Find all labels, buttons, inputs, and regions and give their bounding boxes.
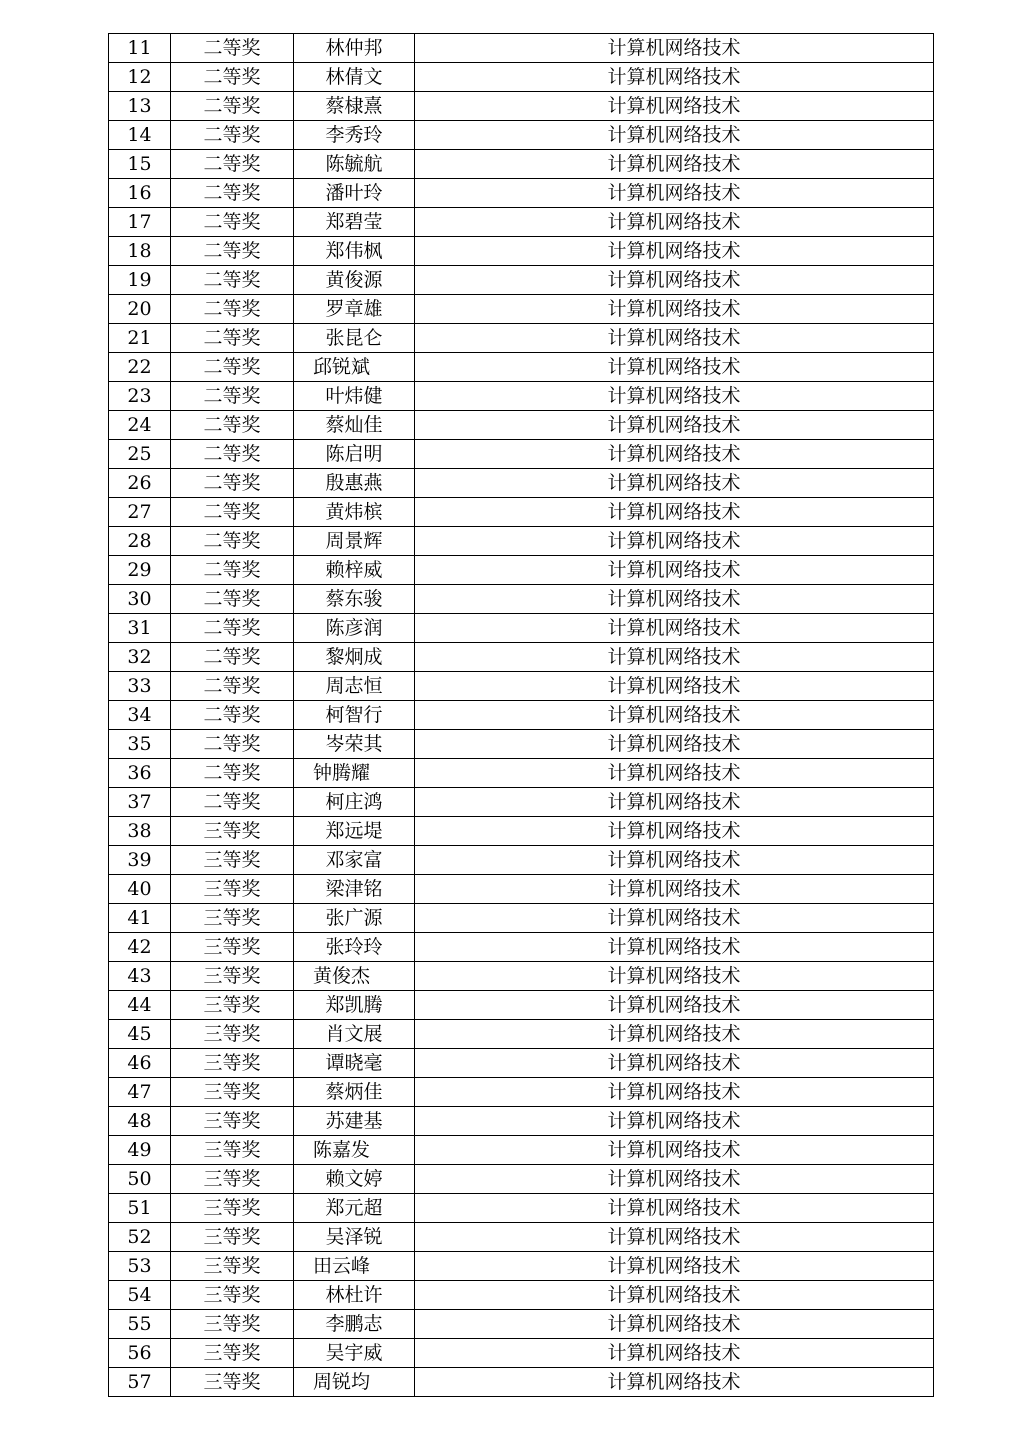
major-cell: 计算机网络技术 bbox=[415, 846, 934, 875]
row-number-cell: 29 bbox=[109, 556, 171, 585]
major-cell: 计算机网络技术 bbox=[415, 1252, 934, 1281]
major-cell: 计算机网络技术 bbox=[415, 991, 934, 1020]
student-name-cell: 张玲玲 bbox=[294, 933, 415, 962]
table-row bbox=[109, 1252, 934, 1281]
table-row bbox=[109, 1165, 934, 1194]
award-level-cell: 三等奖 bbox=[171, 1223, 294, 1252]
award-level-cell: 三等奖 bbox=[171, 1107, 294, 1136]
major-cell: 计算机网络技术 bbox=[415, 1049, 934, 1078]
table-row bbox=[109, 904, 934, 933]
row-number-cell: 24 bbox=[109, 411, 171, 440]
major-cell: 计算机网络技术 bbox=[415, 730, 934, 759]
student-name-cell: 林倩文 bbox=[294, 63, 415, 92]
major-cell: 计算机网络技术 bbox=[415, 585, 934, 614]
major-cell: 计算机网络技术 bbox=[415, 237, 934, 266]
student-name-cell: 周锐均 bbox=[294, 1368, 415, 1397]
award-level-cell: 二等奖 bbox=[171, 469, 294, 498]
row-number-cell: 18 bbox=[109, 237, 171, 266]
award-level-cell: 二等奖 bbox=[171, 498, 294, 527]
major-cell: 计算机网络技术 bbox=[415, 179, 934, 208]
major-cell: 计算机网络技术 bbox=[415, 1107, 934, 1136]
student-name-cell: 郑伟枫 bbox=[294, 237, 415, 266]
major-cell: 计算机网络技术 bbox=[415, 875, 934, 904]
row-number-cell: 41 bbox=[109, 904, 171, 933]
major-cell: 计算机网络技术 bbox=[415, 643, 934, 672]
award-level-cell: 二等奖 bbox=[171, 324, 294, 353]
table-row bbox=[109, 295, 934, 324]
award-level-cell: 三等奖 bbox=[171, 1020, 294, 1049]
table-row bbox=[109, 788, 934, 817]
major-cell: 计算机网络技术 bbox=[415, 759, 934, 788]
row-number-cell: 25 bbox=[109, 440, 171, 469]
award-level-cell: 三等奖 bbox=[171, 991, 294, 1020]
award-level-cell: 三等奖 bbox=[171, 1310, 294, 1339]
student-name-cell: 陈嘉发 bbox=[294, 1136, 415, 1165]
row-number-cell: 51 bbox=[109, 1194, 171, 1223]
major-cell: 计算机网络技术 bbox=[415, 150, 934, 179]
award-level-cell: 三等奖 bbox=[171, 1339, 294, 1368]
table-row bbox=[109, 962, 934, 991]
major-cell: 计算机网络技术 bbox=[415, 672, 934, 701]
award-level-cell: 三等奖 bbox=[171, 962, 294, 991]
award-level-cell: 三等奖 bbox=[171, 1281, 294, 1310]
student-name-cell: 陈彦润 bbox=[294, 614, 415, 643]
student-name-cell: 周景辉 bbox=[294, 527, 415, 556]
major-cell: 计算机网络技术 bbox=[415, 411, 934, 440]
award-level-cell: 二等奖 bbox=[171, 92, 294, 121]
student-name-cell: 谭晓毫 bbox=[294, 1049, 415, 1078]
award-level-cell: 三等奖 bbox=[171, 875, 294, 904]
major-cell: 计算机网络技术 bbox=[415, 266, 934, 295]
row-number-cell: 12 bbox=[109, 63, 171, 92]
award-level-cell: 三等奖 bbox=[171, 846, 294, 875]
award-level-cell: 二等奖 bbox=[171, 353, 294, 382]
major-cell: 计算机网络技术 bbox=[415, 1078, 934, 1107]
major-cell: 计算机网络技术 bbox=[415, 1194, 934, 1223]
award-level-cell: 三等奖 bbox=[171, 1136, 294, 1165]
table-row bbox=[109, 498, 934, 527]
row-number-cell: 22 bbox=[109, 353, 171, 382]
student-name-cell: 张广源 bbox=[294, 904, 415, 933]
award-level-cell: 二等奖 bbox=[171, 382, 294, 411]
award-level-cell: 二等奖 bbox=[171, 63, 294, 92]
major-cell: 计算机网络技术 bbox=[415, 1368, 934, 1397]
table-row bbox=[109, 1078, 934, 1107]
row-number-cell: 46 bbox=[109, 1049, 171, 1078]
student-name-cell: 郑碧莹 bbox=[294, 208, 415, 237]
major-cell: 计算机网络技术 bbox=[415, 904, 934, 933]
table-row bbox=[109, 1281, 934, 1310]
row-number-cell: 49 bbox=[109, 1136, 171, 1165]
award-level-cell: 三等奖 bbox=[171, 1078, 294, 1107]
student-name-cell: 李鹏志 bbox=[294, 1310, 415, 1339]
major-cell: 计算机网络技术 bbox=[415, 469, 934, 498]
table-row bbox=[109, 1368, 934, 1397]
table-row bbox=[109, 701, 934, 730]
row-number-cell: 21 bbox=[109, 324, 171, 353]
student-name-cell: 田云峰 bbox=[294, 1252, 415, 1281]
table-row bbox=[109, 759, 934, 788]
major-cell: 计算机网络技术 bbox=[415, 817, 934, 846]
award-level-cell: 二等奖 bbox=[171, 614, 294, 643]
award-level-cell: 二等奖 bbox=[171, 585, 294, 614]
row-number-cell: 34 bbox=[109, 701, 171, 730]
table-row bbox=[109, 817, 934, 846]
table-row bbox=[109, 527, 934, 556]
student-name-cell: 肖文展 bbox=[294, 1020, 415, 1049]
major-cell: 计算机网络技术 bbox=[415, 701, 934, 730]
row-number-cell: 14 bbox=[109, 121, 171, 150]
student-name-cell: 张昆仑 bbox=[294, 324, 415, 353]
row-number-cell: 38 bbox=[109, 817, 171, 846]
award-level-cell: 二等奖 bbox=[171, 121, 294, 150]
student-name-cell: 赖文婷 bbox=[294, 1165, 415, 1194]
student-name-cell: 梁津铭 bbox=[294, 875, 415, 904]
award-level-cell: 三等奖 bbox=[171, 933, 294, 962]
major-cell: 计算机网络技术 bbox=[415, 933, 934, 962]
table-row bbox=[109, 324, 934, 353]
major-cell: 计算机网络技术 bbox=[415, 324, 934, 353]
row-number-cell: 56 bbox=[109, 1339, 171, 1368]
table-row bbox=[109, 875, 934, 904]
award-level-cell: 二等奖 bbox=[171, 759, 294, 788]
student-name-cell: 邓家富 bbox=[294, 846, 415, 875]
award-level-cell: 二等奖 bbox=[171, 643, 294, 672]
award-level-cell: 二等奖 bbox=[171, 440, 294, 469]
table-row bbox=[109, 1194, 934, 1223]
table-row bbox=[109, 237, 934, 266]
major-cell: 计算机网络技术 bbox=[415, 1281, 934, 1310]
major-cell: 计算机网络技术 bbox=[415, 1165, 934, 1194]
major-cell: 计算机网络技术 bbox=[415, 382, 934, 411]
row-number-cell: 28 bbox=[109, 527, 171, 556]
table-row bbox=[109, 556, 934, 585]
student-name-cell: 蔡东骏 bbox=[294, 585, 415, 614]
row-number-cell: 33 bbox=[109, 672, 171, 701]
table-row bbox=[109, 266, 934, 295]
student-name-cell: 蔡炳佳 bbox=[294, 1078, 415, 1107]
major-cell: 计算机网络技术 bbox=[415, 527, 934, 556]
student-name-cell: 柯庄鸿 bbox=[294, 788, 415, 817]
major-cell: 计算机网络技术 bbox=[415, 63, 934, 92]
award-level-cell: 二等奖 bbox=[171, 208, 294, 237]
table-row bbox=[109, 1107, 934, 1136]
student-name-cell: 殷惠燕 bbox=[294, 469, 415, 498]
award-level-cell: 二等奖 bbox=[171, 237, 294, 266]
table-row bbox=[109, 382, 934, 411]
student-name-cell: 罗章雄 bbox=[294, 295, 415, 324]
student-name-cell: 黄炜槟 bbox=[294, 498, 415, 527]
major-cell: 计算机网络技术 bbox=[415, 353, 934, 382]
award-level-cell: 二等奖 bbox=[171, 556, 294, 585]
row-number-cell: 53 bbox=[109, 1252, 171, 1281]
student-name-cell: 陈毓航 bbox=[294, 150, 415, 179]
row-number-cell: 11 bbox=[109, 34, 171, 63]
award-level-cell: 三等奖 bbox=[171, 1252, 294, 1281]
table-row bbox=[109, 585, 934, 614]
student-name-cell: 潘叶玲 bbox=[294, 179, 415, 208]
table-row bbox=[109, 440, 934, 469]
table-row bbox=[109, 353, 934, 382]
row-number-cell: 39 bbox=[109, 846, 171, 875]
major-cell: 计算机网络技术 bbox=[415, 1136, 934, 1165]
award-level-cell: 二等奖 bbox=[171, 672, 294, 701]
row-number-cell: 40 bbox=[109, 875, 171, 904]
table-row bbox=[109, 933, 934, 962]
row-number-cell: 23 bbox=[109, 382, 171, 411]
award-level-cell: 二等奖 bbox=[171, 527, 294, 556]
student-name-cell: 钟腾耀 bbox=[294, 759, 415, 788]
award-level-cell: 二等奖 bbox=[171, 701, 294, 730]
student-name-cell: 赖梓威 bbox=[294, 556, 415, 585]
major-cell: 计算机网络技术 bbox=[415, 34, 934, 63]
student-name-cell: 黄俊杰 bbox=[294, 962, 415, 991]
student-name-cell: 李秀玲 bbox=[294, 121, 415, 150]
student-name-cell: 林杜许 bbox=[294, 1281, 415, 1310]
row-number-cell: 20 bbox=[109, 295, 171, 324]
award-level-cell: 二等奖 bbox=[171, 411, 294, 440]
table-row bbox=[109, 846, 934, 875]
award-list-table bbox=[108, 33, 934, 1397]
row-number-cell: 55 bbox=[109, 1310, 171, 1339]
award-level-cell: 二等奖 bbox=[171, 266, 294, 295]
award-level-cell: 二等奖 bbox=[171, 788, 294, 817]
major-cell: 计算机网络技术 bbox=[415, 788, 934, 817]
row-number-cell: 44 bbox=[109, 991, 171, 1020]
student-name-cell: 邱锐斌 bbox=[294, 353, 415, 382]
table-row bbox=[109, 991, 934, 1020]
row-number-cell: 48 bbox=[109, 1107, 171, 1136]
table-row bbox=[109, 614, 934, 643]
row-number-cell: 36 bbox=[109, 759, 171, 788]
table-row bbox=[109, 34, 934, 63]
major-cell: 计算机网络技术 bbox=[415, 1339, 934, 1368]
award-level-cell: 三等奖 bbox=[171, 904, 294, 933]
major-cell: 计算机网络技术 bbox=[415, 1020, 934, 1049]
major-cell: 计算机网络技术 bbox=[415, 962, 934, 991]
row-number-cell: 42 bbox=[109, 933, 171, 962]
row-number-cell: 16 bbox=[109, 179, 171, 208]
student-name-cell: 吴泽锐 bbox=[294, 1223, 415, 1252]
row-number-cell: 45 bbox=[109, 1020, 171, 1049]
student-name-cell: 吴宇威 bbox=[294, 1339, 415, 1368]
award-level-cell: 二等奖 bbox=[171, 150, 294, 179]
award-level-cell: 三等奖 bbox=[171, 1368, 294, 1397]
row-number-cell: 50 bbox=[109, 1165, 171, 1194]
major-cell: 计算机网络技术 bbox=[415, 614, 934, 643]
award-level-cell: 三等奖 bbox=[171, 1165, 294, 1194]
student-name-cell: 黄俊源 bbox=[294, 266, 415, 295]
student-name-cell: 郑远堤 bbox=[294, 817, 415, 846]
major-cell: 计算机网络技术 bbox=[415, 121, 934, 150]
table-row bbox=[109, 1020, 934, 1049]
table-row bbox=[109, 121, 934, 150]
row-number-cell: 35 bbox=[109, 730, 171, 759]
row-number-cell: 52 bbox=[109, 1223, 171, 1252]
row-number-cell: 19 bbox=[109, 266, 171, 295]
table-row bbox=[109, 1049, 934, 1078]
major-cell: 计算机网络技术 bbox=[415, 498, 934, 527]
row-number-cell: 43 bbox=[109, 962, 171, 991]
student-name-cell: 蔡灿佳 bbox=[294, 411, 415, 440]
major-cell: 计算机网络技术 bbox=[415, 1310, 934, 1339]
student-name-cell: 岑荣其 bbox=[294, 730, 415, 759]
award-level-cell: 二等奖 bbox=[171, 179, 294, 208]
table-row bbox=[109, 208, 934, 237]
major-cell: 计算机网络技术 bbox=[415, 440, 934, 469]
major-cell: 计算机网络技术 bbox=[415, 92, 934, 121]
award-level-cell: 三等奖 bbox=[171, 817, 294, 846]
award-list-body bbox=[109, 34, 934, 1397]
table-row bbox=[109, 63, 934, 92]
row-number-cell: 32 bbox=[109, 643, 171, 672]
table-row bbox=[109, 1223, 934, 1252]
award-level-cell: 二等奖 bbox=[171, 34, 294, 63]
major-cell: 计算机网络技术 bbox=[415, 556, 934, 585]
student-name-cell: 郑凯腾 bbox=[294, 991, 415, 1020]
table-row bbox=[109, 730, 934, 759]
award-level-cell: 二等奖 bbox=[171, 295, 294, 324]
table-row bbox=[109, 672, 934, 701]
student-name-cell: 柯智行 bbox=[294, 701, 415, 730]
row-number-cell: 26 bbox=[109, 469, 171, 498]
award-level-cell: 三等奖 bbox=[171, 1194, 294, 1223]
row-number-cell: 31 bbox=[109, 614, 171, 643]
row-number-cell: 17 bbox=[109, 208, 171, 237]
table-row bbox=[109, 643, 934, 672]
award-level-cell: 三等奖 bbox=[171, 1049, 294, 1078]
student-name-cell: 黎炯成 bbox=[294, 643, 415, 672]
table-row bbox=[109, 411, 934, 440]
row-number-cell: 15 bbox=[109, 150, 171, 179]
table-row bbox=[109, 1136, 934, 1165]
row-number-cell: 47 bbox=[109, 1078, 171, 1107]
table-row bbox=[109, 1310, 934, 1339]
table-row bbox=[109, 1339, 934, 1368]
student-name-cell: 周志恒 bbox=[294, 672, 415, 701]
student-name-cell: 郑元超 bbox=[294, 1194, 415, 1223]
award-level-cell: 二等奖 bbox=[171, 730, 294, 759]
row-number-cell: 37 bbox=[109, 788, 171, 817]
student-name-cell: 林仲邦 bbox=[294, 34, 415, 63]
row-number-cell: 13 bbox=[109, 92, 171, 121]
student-name-cell: 苏建基 bbox=[294, 1107, 415, 1136]
major-cell: 计算机网络技术 bbox=[415, 295, 934, 324]
row-number-cell: 30 bbox=[109, 585, 171, 614]
table-row bbox=[109, 150, 934, 179]
row-number-cell: 27 bbox=[109, 498, 171, 527]
row-number-cell: 54 bbox=[109, 1281, 171, 1310]
student-name-cell: 叶炜健 bbox=[294, 382, 415, 411]
major-cell: 计算机网络技术 bbox=[415, 208, 934, 237]
row-number-cell: 57 bbox=[109, 1368, 171, 1397]
student-name-cell: 陈启明 bbox=[294, 440, 415, 469]
student-name-cell: 蔡棣熹 bbox=[294, 92, 415, 121]
table-row bbox=[109, 92, 934, 121]
table-row bbox=[109, 469, 934, 498]
major-cell: 计算机网络技术 bbox=[415, 1223, 934, 1252]
table-row bbox=[109, 179, 934, 208]
